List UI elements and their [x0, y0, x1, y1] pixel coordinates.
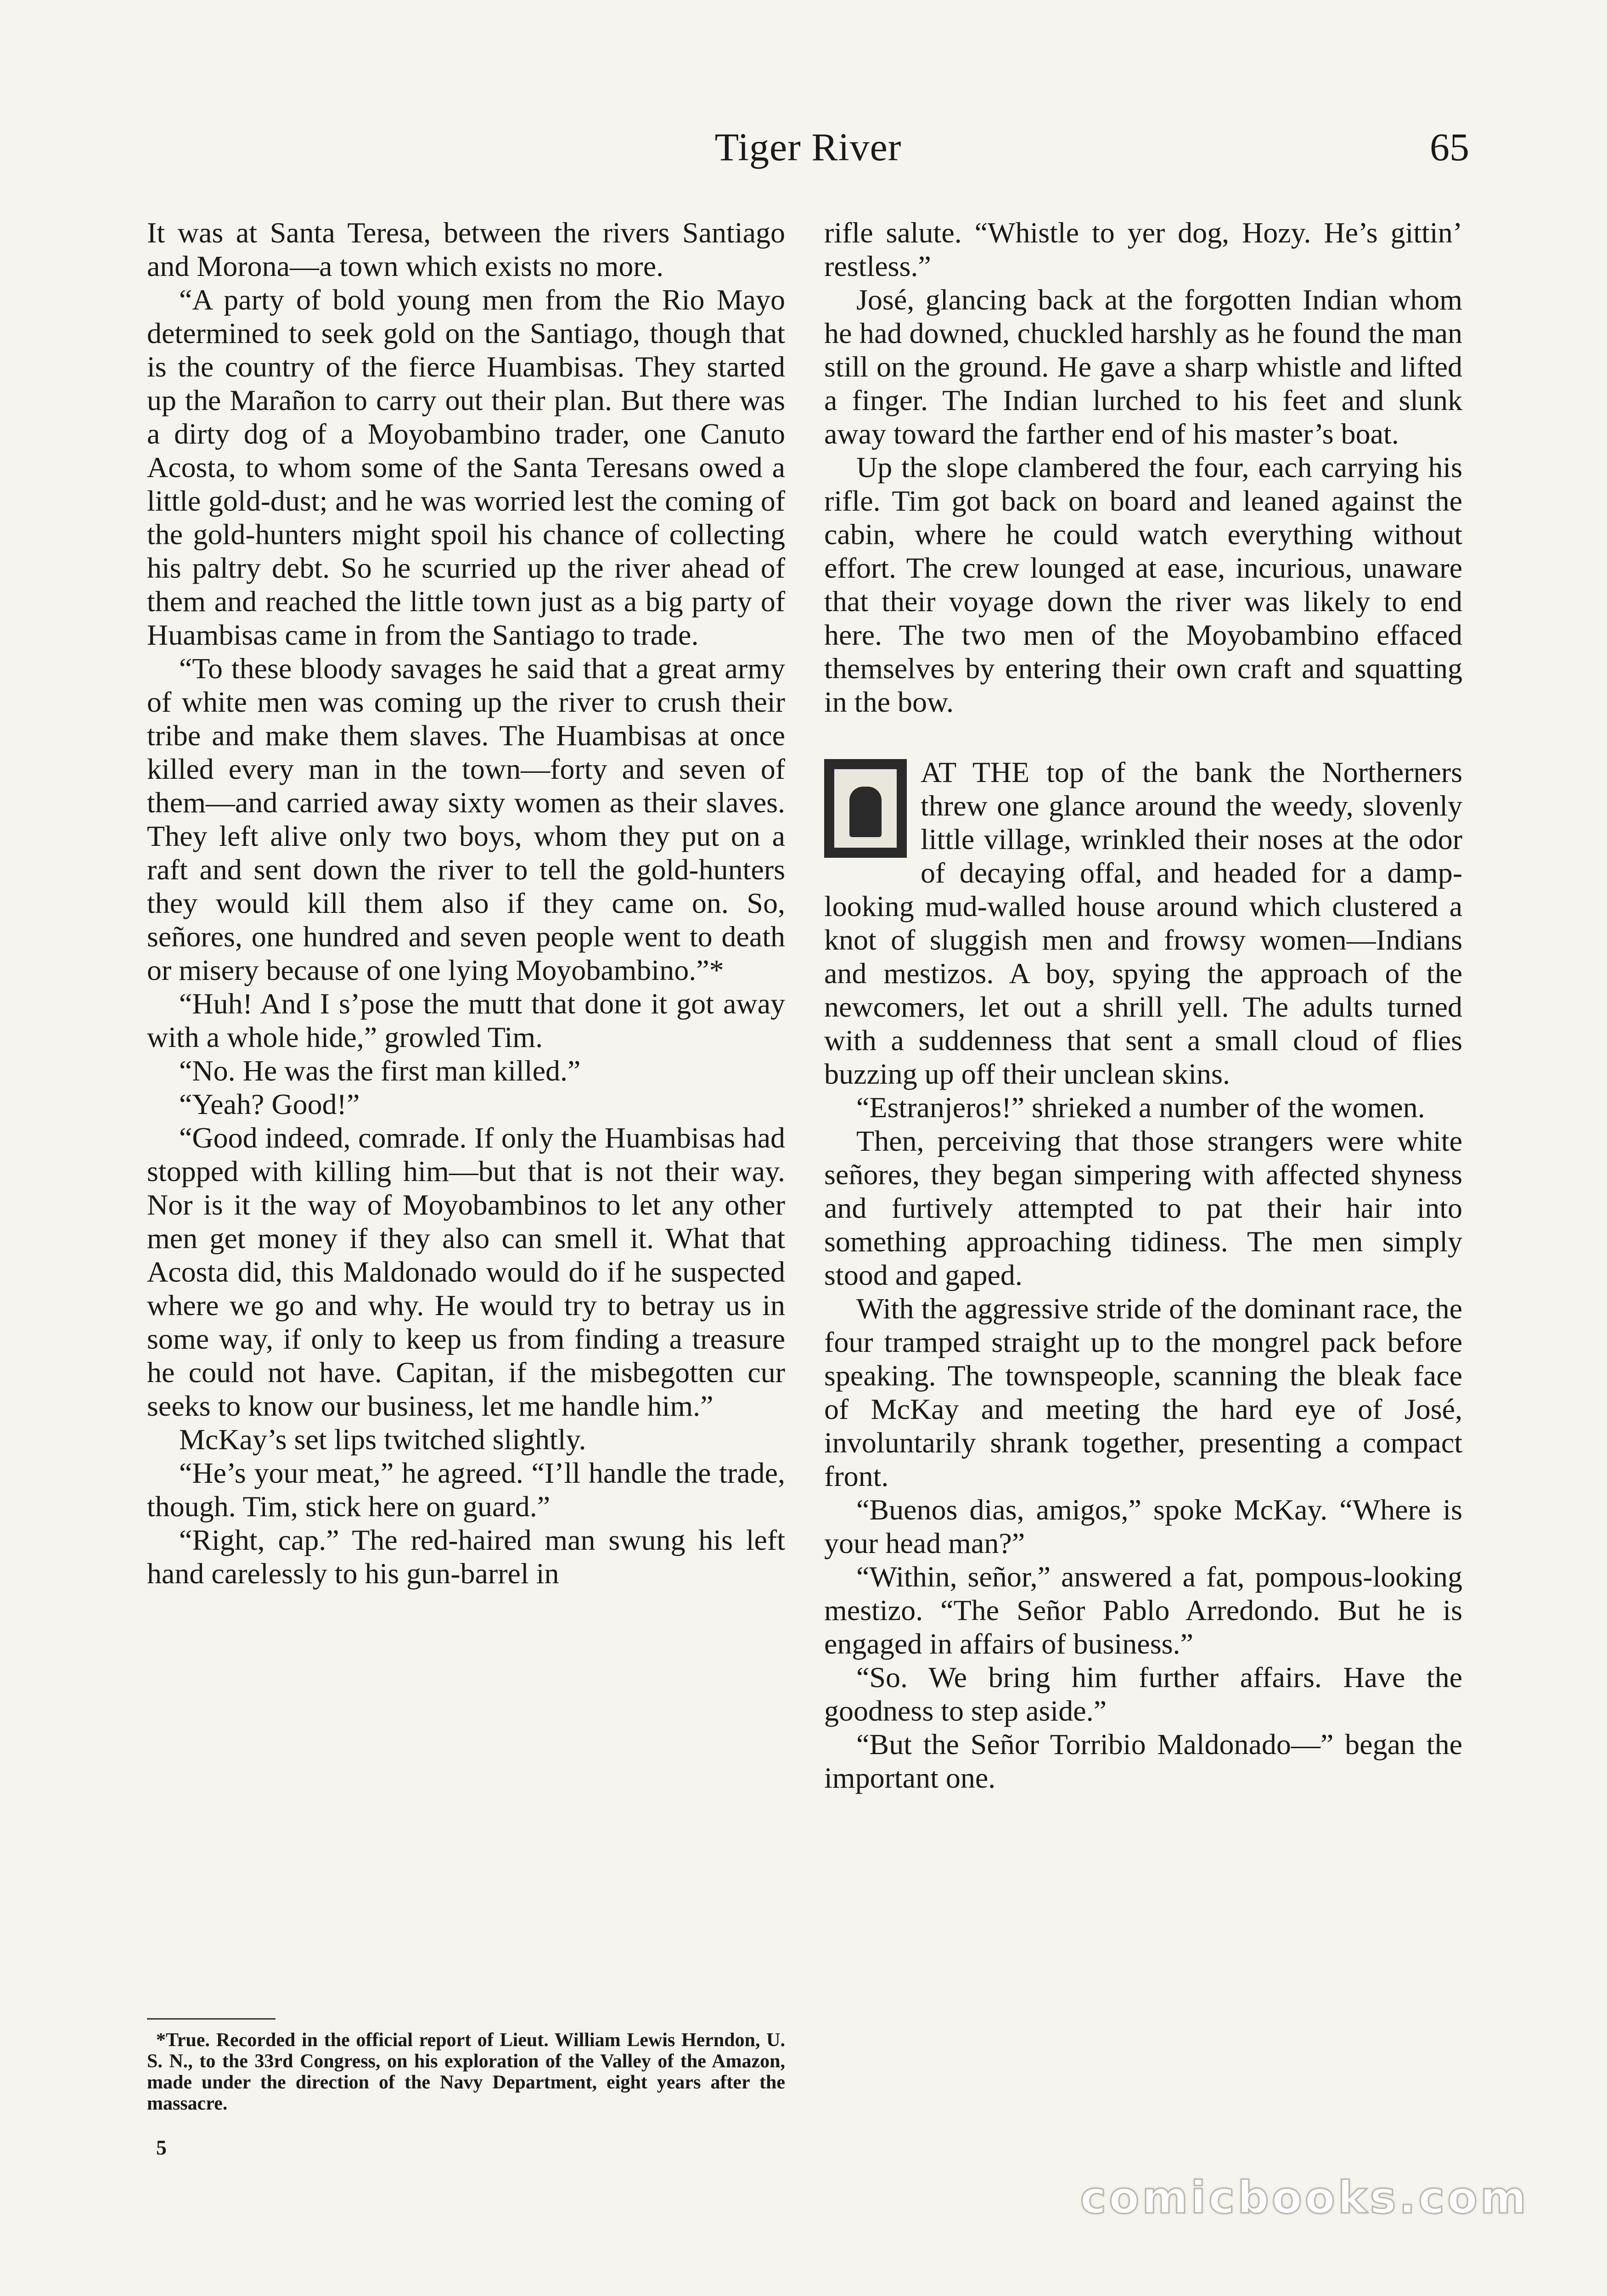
page-number: 65 — [1430, 125, 1469, 169]
decorative-initial-icon — [824, 759, 907, 858]
paragraph: “Buenos dias, amigos,” spoke McKay. “Where is your head man?” — [824, 1493, 1462, 1559]
paragraph: “Huh! And I s’pose the mutt that done it got away with a whole hide,” growled Tim. — [147, 987, 785, 1053]
paragraph: McKay’s set lips twitched slightly. — [179, 1423, 586, 1456]
paragraph: It was at Santa Teresa, between the rivers Santiago and Morona—a town which exists no more. — [147, 216, 785, 282]
paragraph: Up the slope clambered the four, each carrying his rifle. Tim got back on board and leaned against the cabin, where he could watch everything without effort. The crew lounged at ease, incurious, unaware that their voyage down the river was likely to end here. The two men of the Moyobambino effaced themselves by entering their own craft and squatting in the bow. — [824, 451, 1462, 718]
footnote-text: *True. Recorded in the official report of Lieut. William Lewis Herndon, U. S. N., to the 33rd Congress, on his exploration of the Valley of the Amazon, made under the direction of the Navy Department, eight years after the massacre. — [147, 2030, 785, 2114]
running-title: Tiger River — [714, 125, 902, 169]
paragraph: “Good indeed, comrade. If only the Huambisas had stopped with killing him—but that is not their way. Nor is it the way of Moyobambinos to let any other men get money if they also can smell it. What that Acosta did, this Maldonado would do if he suspected where we go and why. He would try to betray us in some way, if only to keep us from finding a treasure he could not have. Capitan, if the misbegotten cur seeks to know our business, let me handle him.” — [147, 1121, 785, 1422]
paragraph: “Yeah? Good!” — [179, 1088, 360, 1120]
footnote-divider — [147, 2018, 275, 2020]
footnote — [147, 2030, 785, 2114]
page-header — [147, 124, 1469, 184]
paragraph: “No. He was the first man killed.” — [179, 1054, 581, 1087]
right-column — [824, 216, 1462, 1795]
paragraph: Then, perceiving that those strangers were white señores, they began simpering with affected shyness and furtively attempted to pat their hair into something approaching tidiness. The men simply stood and gaped. — [824, 1125, 1462, 1291]
paragraph: AT THE top of the bank the Northerners threw one glance around the weedy, slovenly little village, wrinkled their noses at the odor of decaying offal, and headed for a damp-looking mud-walled house around which clustered a knot of sluggish men and frowsy women—Indians and mestizos. A boy, spying the approach of the newcomers, let out a shrill yell. The adults turned with a suddenness that sent a small cloud of flies buzzing up off their unclean skins. — [824, 756, 1462, 1090]
paragraph: José, glancing back at the forgotten Indian whom he had downed, chuckled harshly as he found the man still on the ground. He gave a sharp whistle and lifted a finger. The Indian lurched to his feet and slunk away toward the farther end of his master’s boat. — [824, 283, 1462, 450]
paragraph: “Within, señor,” answered a fat, pompous-looking mestizo. “The Señor Pablo Arredondo. But he is engaged in affairs of business.” — [824, 1560, 1462, 1660]
paragraph: “But the Señor Torribio Maldonado—” began the important one. — [824, 1728, 1462, 1794]
signature-mark: 5 — [156, 2136, 167, 2159]
paragraph: With the aggressive stride of the dominant race, the four tramped straight up to the mongrel pack before speaking. The townspeople, scanning the bleak face of McKay and meeting the hard eye of José, involuntarily shrank together, presenting a compact front. — [824, 1292, 1462, 1492]
section-start — [824, 755, 1462, 1091]
paragraph: “To these bloody savages he said that a great army of white men was coming up the river to crush their tribe and make them slaves. The Huambisas at once killed every man in the town—forty and seven of them—and carried away sixty women as their slaves. They left alive only two boys, whom they put on a raft and sent down the river to tell the gold-hunters they would kill them also if they came on. So, señores, one hundred and seven people went to death or misery because of one lying Moyobambino.”* — [147, 652, 785, 986]
paragraph: “He’s your meat,” he agreed. “I’ll handle the trade, though. Tim, stick here on guard.” — [147, 1457, 785, 1523]
left-column — [147, 216, 785, 1590]
paragraph: rifle salute. “Whistle to yer dog, Hozy. He’s gittin’ restless.” — [824, 216, 1462, 282]
watermark: comicbooks.com — [1080, 2172, 1529, 2223]
paragraph: “Right, cap.” The red-haired man swung his left hand carelessly to his gun-barrel in — [147, 1524, 785, 1590]
paragraph: “A party of bold young men from the Rio Mayo determined to seek gold on the Santiago, though that is the country of the fierce Huambisas. They started up the Marañon to carry out their plan. But there was a dirty dog of a Moyobambino trader, one Canuto Acosta, to whom some of the Santa Teresans owed a little gold-dust; and he was worried lest the coming of the gold-hunters might spoil his chance of collecting his paltry debt. So he scurried up the river ahead of them and reached the little town just as a big party of Huambisas came in from the Santiago to trade. — [147, 283, 785, 651]
paragraph: “So. We bring him further affairs. Have the goodness to step aside.” — [824, 1661, 1462, 1727]
paragraph: “Estranjeros!” shrieked a number of the women. — [856, 1091, 1425, 1124]
